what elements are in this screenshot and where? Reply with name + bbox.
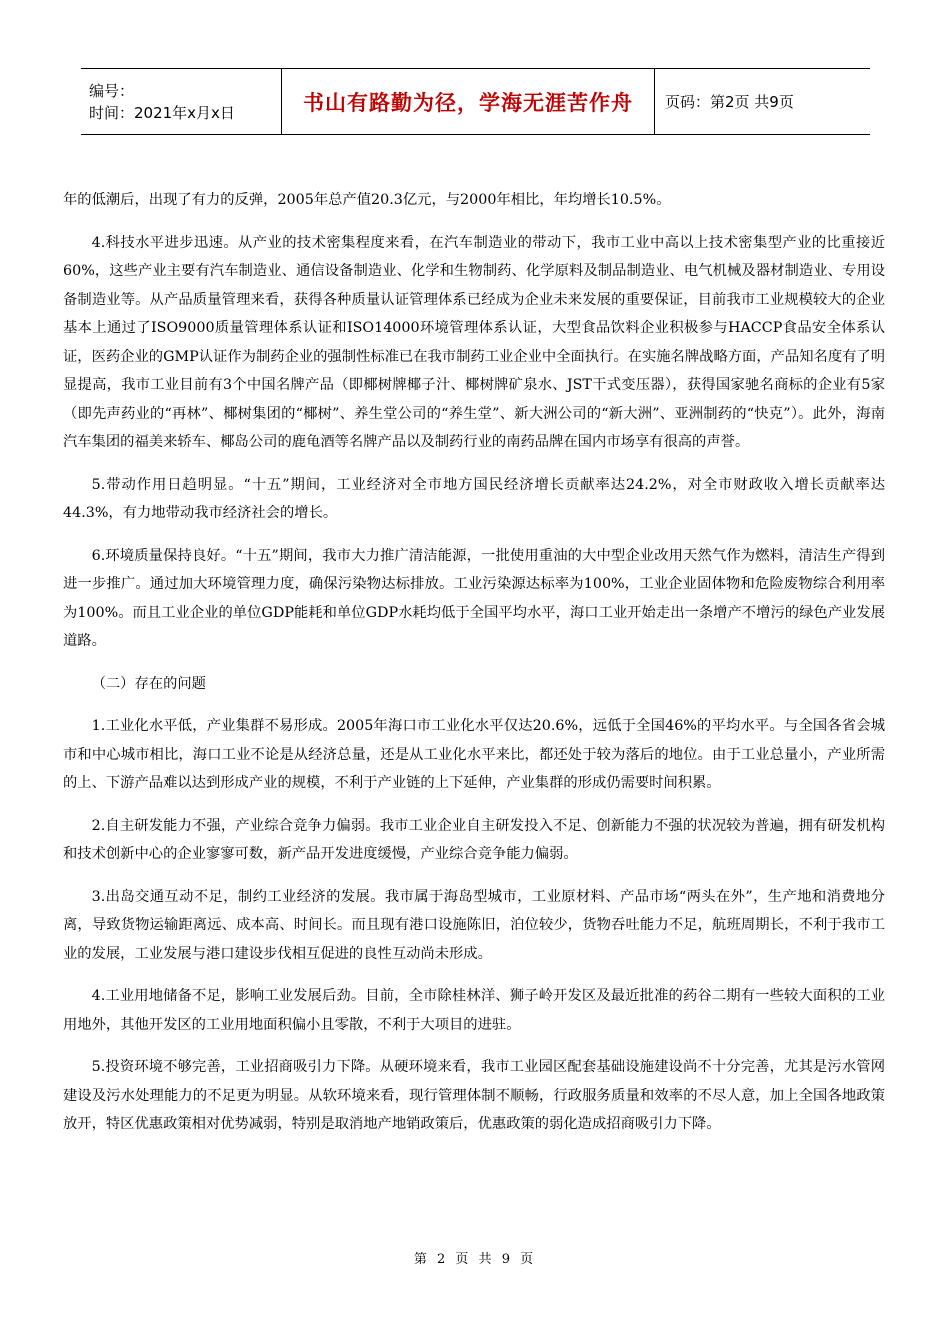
header-motto: 书山有路勤为径，学海无涯苦作舟 [303, 90, 633, 115]
paragraph-problem-5: 5.投资环境不够完善，工业招商吸引力下降。从硬环境来看，我市工业园区配套基础设施建设尚不十分完善，尤其是污水管网建设及污水处理能力的不足更为明显。从软环境来看，现行管理体制不顺畅，行政服务质量和效率的不尽人意，加上全国各地政策放开，特区优惠政策相对优势减弱，特别是取消地产地销政策后，优惠政策的弱化造成招商吸引力下降。 [63, 1059, 885, 1132]
paragraph-continuation: 年的低潮后，出现了有力的反弹，2005年总产值20.3亿元，与2000年相比，年均增长10.5%。 [63, 192, 671, 208]
paragraph-problem-1: 1.工业化水平低，产业集群不易形成。2005年海口市工业化水平仅达20.6%，远低于全国46%的平均水平。与全国各省会城市和中心城市相比，海口工业不论是从经济总量，还是从工业化水平来比，都还处于较为落后的地位。由于工业总量小，产业所需的上、下游产品难以达到形成产业的规模，不利于产业链的上下延伸，产业集群的形成仍需要时间积累。 [63, 718, 885, 791]
header-info [81, 69, 281, 134]
paragraph-problem-4: 4.工业用地储备不足，影响工业发展后劲。目前，全市除桂林洋、狮子岭开发区及最近批准的药谷二期有一些较大面积的工业用地外，其他开发区的工业用地面积偏小且零散，不利于大项目的进驻。 [63, 988, 885, 1033]
header-motto-cell [281, 69, 655, 134]
page-footer: 第 2 页 共 9 页 [413, 1252, 537, 1267]
paragraph-problem-2: 2.自主研发能力不强，产业综合竞争力偏弱。我市工业企业自主研发投入不足、创新能力不强的状况较为普遍，拥有研发机构和技术创新中心的企业寥寥可数，新产品开发进度缓慢，产业综合竞争能力偏弱。 [63, 817, 885, 862]
number-label: 编号： [89, 81, 135, 100]
paragraph-driving-role: 5.带动作用日趋明显。“十五”期间，工业经济对全市地方国民经济增长贡献率达24.2%，对全市财政收入增长贡献率达44.3%，有力地带动我市经济社会的增长。 [63, 476, 885, 521]
paragraph-tech-level: 4.科技水平进步迅速。从产业的技术密集程度来看，在汽车制造业的带动下，我市工业中高以上技术密集型产业的比重接近60%，这些产业主要有汽车制造业、通信设备制造业、化学和生物制药、化学原料及制品制造业、电气机械及器材制造业、专用设备制造业等。从产品质量管理来看，获得各种质量认证管理体系已经成为企业未来发展的重要保证，目前我市工业规模较大的企业基本上通过了ISO9000质量管理体系认证和ISO14000环境管理体系认证，大型食品饮料企业积极参与HACCP食品安全体系认证，医药企业的GMP认证作为制药企业的强制性标准已在我市制药工业企业中全面执行。在实施名牌战略方面，产品知名度有了明显提高，我市工业目前有3个中国名牌产品（即椰树牌椰子汁、椰树牌矿泉水、JST干式变压器），获得国家驰名商标的企业有5家（即先声药业的“再林”、椰树集团的“椰树”、养生堂公司的“养生堂”、新大洲公司的“新大洲”、亚洲制药的“快克”）。此外，海南汽车集团的福美来轿车、椰岛公司的鹿龟酒等名牌产品以及制药行业的南药品牌在国内市场享有很高的声誉。 [63, 234, 886, 450]
page-header [81, 68, 870, 135]
date-label: 时间：2021年x月x日 [89, 103, 235, 122]
header-page-number: 页码：第2页 共9页 [665, 93, 794, 111]
paragraph-environment: 6.环境质量保持良好。“十五”期间，我市大力推广清洁能源，一批使用重油的大中型企业改用天然气作为燃料，清洁生产得到进一步推广。通过加大环境管理力度，确保污染物达标排放。工业污染源达标率为100%，工业企业固体物和危险废物综合利用率为100%。而且工业企业的单位GDP能耗和单位GDP水耗均低于全国平均水平，海口工业开始走出一条增产不增污的绿色产业发展道路。 [63, 547, 885, 649]
document-body [63, 186, 885, 1153]
paragraph-problem-3: 3.出岛交通互动不足，制约工业经济的发展。我市属于海岛型城市，工业原材料、产品市场“两头在外”，生产地和消费地分离，导致货物运输距离远、成本高、时间长。而且现有港口设施陈旧，泊位较少，货物吞吐能力不足，航班周期长，不利于我市工业的发展，工业发展与港口建设步伐相互促进的良性互动尚未形成。 [63, 888, 885, 962]
section-heading-problems: （二）存在的问题 [91, 675, 206, 692]
header-page-cell [655, 69, 870, 134]
